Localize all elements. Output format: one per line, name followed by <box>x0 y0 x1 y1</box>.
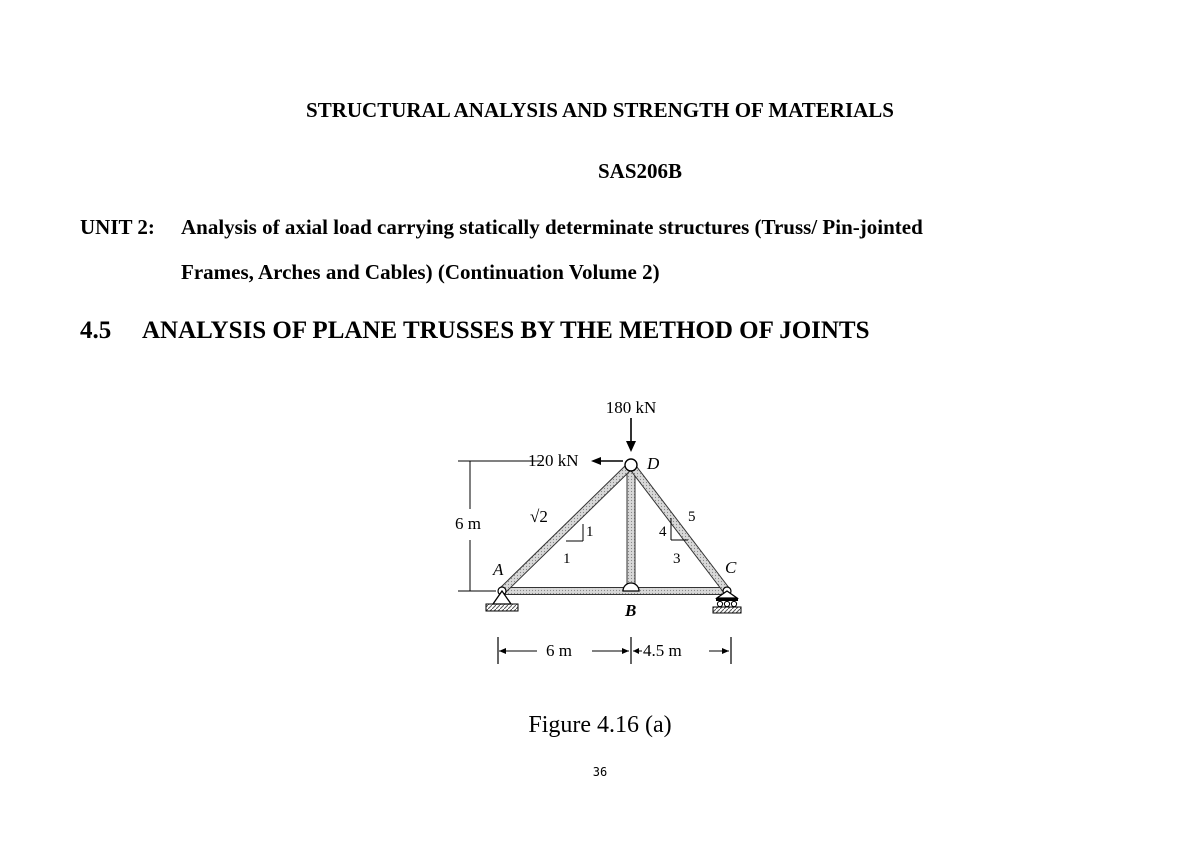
truss-members <box>502 465 727 591</box>
unit-label: UNIT 2: <box>80 215 155 239</box>
joint-d-label: D <box>647 454 660 473</box>
joint-a-label: A <box>493 560 504 579</box>
slope-left-rise: 1 <box>586 524 594 540</box>
horizontal-load-label: 120 kN <box>528 451 579 470</box>
right-span-label: 4.5 m <box>643 641 682 660</box>
height-dimension-label: 6 m <box>455 514 481 533</box>
page-number: 36 <box>592 765 608 779</box>
joint-b-label: B <box>625 601 637 620</box>
slope-right-hyp: 5 <box>688 509 696 525</box>
section-number: 4.5 <box>80 317 112 344</box>
unit-title-line2: Frames, Arches and Cables) (Continuation Volume 2) <box>181 260 660 284</box>
unit-heading <box>80 215 923 240</box>
joint-c-label: C <box>725 558 737 577</box>
span-dimension-lines <box>498 637 731 664</box>
horizontal-load-arrow <box>591 457 623 465</box>
joint-b-pin <box>623 583 639 591</box>
vertical-load-arrow <box>626 418 636 452</box>
slope-left-hyp: √2 <box>530 507 548 526</box>
truss-figure <box>420 385 780 675</box>
vertical-load-label: 180 kN <box>605 398 657 417</box>
section-title: ANALYSIS OF PLANE TRUSSES BY THE METHOD OF JOINTS <box>142 317 870 344</box>
joint-d-pin <box>625 459 637 471</box>
slope-right-run: 3 <box>673 551 681 567</box>
course-code: SAS206B <box>598 159 683 183</box>
section-heading <box>80 317 870 345</box>
slope-left-run: 1 <box>563 551 571 567</box>
course-title: STRUCTURAL ANALYSIS AND STRENGTH OF MATERIALS <box>306 98 894 122</box>
figure-caption: Figure 4.16 (a) <box>528 712 672 738</box>
unit-title-line1: Analysis of axial load carrying statically determinate structures (Truss/ Pin-jointed <box>181 215 923 239</box>
left-span-label: 6 m <box>546 641 572 660</box>
slope-right-rise: 4 <box>659 524 667 540</box>
